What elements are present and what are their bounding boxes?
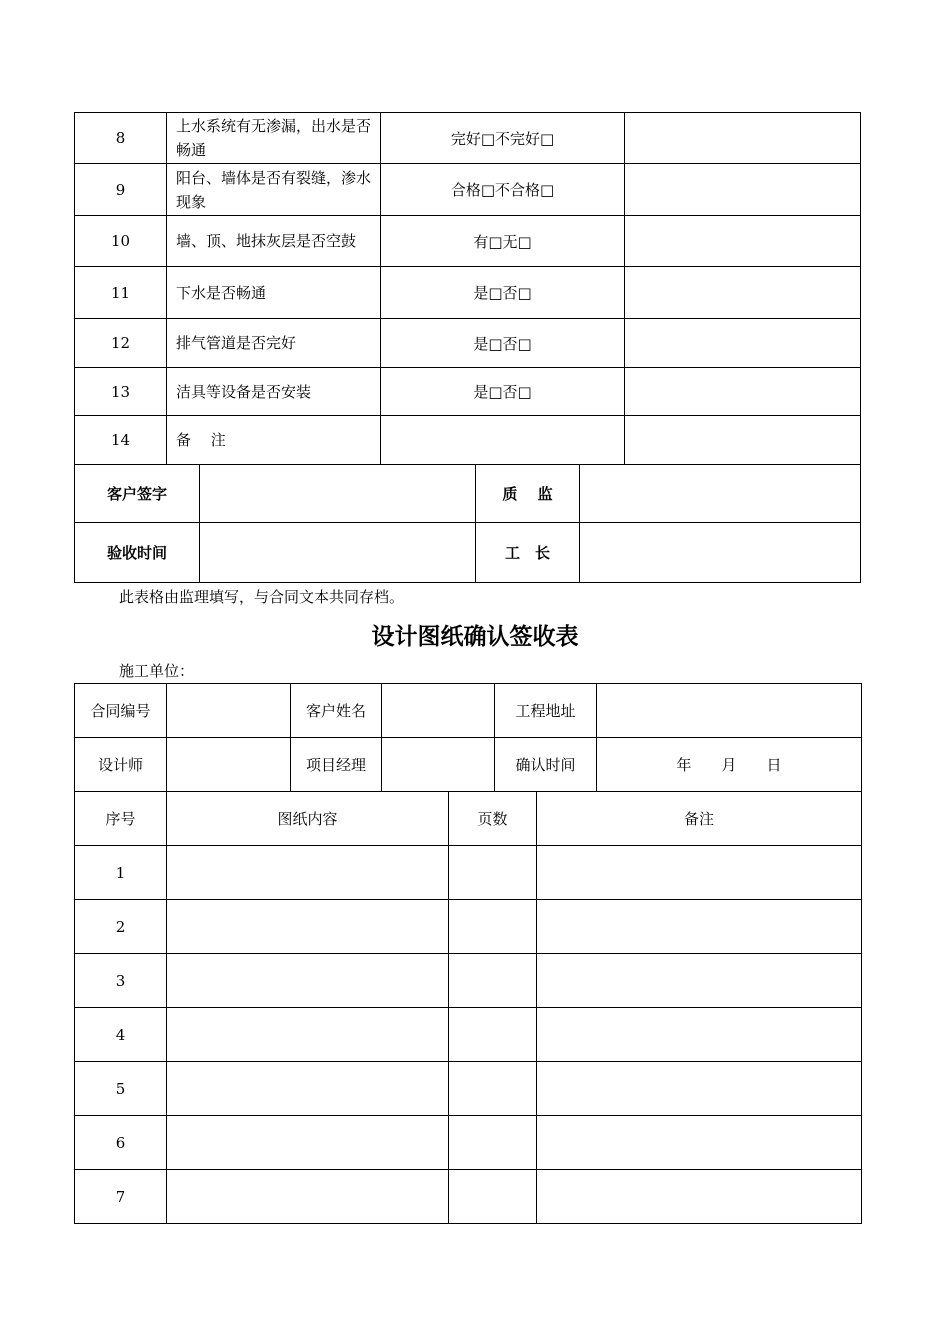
remarks-cell[interactable] [537,1170,862,1224]
foreman-field[interactable] [580,523,861,583]
footnote: 此表格由监理填写，与合同文本共同存档。 [119,588,405,606]
result-checkbox-group[interactable]: 完好□不完好□ [381,113,625,164]
row-number: 8 [75,113,167,164]
row-number: 10 [75,216,167,267]
row-number: 2 [75,900,167,954]
column-header-number: 序号 [75,792,167,846]
drawing-content-cell[interactable] [167,1170,449,1224]
row-number: 6 [75,1116,167,1170]
page-count-cell[interactable] [449,900,537,954]
contract-no-field[interactable] [167,684,291,738]
result-checkbox-group[interactable]: 是□否□ [381,319,625,368]
form-title: 设计图纸确认签收表 [371,624,579,650]
drawing-info-table [74,683,862,792]
drawing-content-cell[interactable] [167,1116,449,1170]
construction-unit-label: 施工单位： [119,662,195,680]
table-row [75,738,862,792]
page-count-cell[interactable] [449,1170,537,1224]
note-cell[interactable] [625,267,861,319]
column-header-remarks: 备注 [537,792,862,846]
table-row [75,846,862,900]
note-cell[interactable] [625,216,861,267]
row-number: 13 [75,368,167,416]
remarks-cell[interactable] [537,954,862,1008]
note-cell[interactable] [625,113,861,164]
page-count-cell[interactable] [449,1116,537,1170]
row-number: 14 [75,416,167,465]
drawing-content-cell[interactable] [167,1062,449,1116]
note-cell[interactable] [625,319,861,368]
row-number: 11 [75,267,167,319]
page-count-cell[interactable] [449,846,537,900]
table-row [75,1116,862,1170]
table-row [75,465,861,523]
table-row [75,900,862,954]
designer-field[interactable] [167,738,291,792]
project-manager-label: 项目经理 [291,738,382,792]
inspection-item: 墙、顶、地抹灰层是否空鼓 [167,216,381,267]
inspection-item: 阳台、墙体是否有裂缝，渗水现象 [167,164,381,216]
confirm-time-label: 确认时间 [495,738,597,792]
signoff-table [74,464,861,583]
drawing-content-cell[interactable] [167,1008,449,1062]
page-count-cell[interactable] [449,1062,537,1116]
contract-no-label: 合同编号 [75,684,167,738]
note-cell[interactable] [625,164,861,216]
column-header-pages: 页数 [449,792,537,846]
page-count-cell[interactable] [449,954,537,1008]
drawing-content-cell[interactable] [167,900,449,954]
result-checkbox-group[interactable]: 合格□不合格□ [381,164,625,216]
remarks-cell[interactable] [537,1062,862,1116]
inspection-item: 排气管道是否完好 [167,319,381,368]
column-header-content: 图纸内容 [167,792,449,846]
project-manager-field[interactable] [382,738,495,792]
acceptance-time-label: 验收时间 [75,523,200,583]
foreman-label: 工 长 [476,523,580,583]
row-number: 7 [75,1170,167,1224]
client-signature-label: 客户签字 [75,465,200,523]
remarks-cell[interactable] [537,1008,862,1062]
table-row [75,1170,862,1224]
project-address-label: 工程地址 [495,684,597,738]
row-number: 3 [75,954,167,1008]
table-header-row [75,792,862,846]
inspection-item: 洁具等设备是否安装 [167,368,381,416]
remarks-cell[interactable] [537,846,862,900]
note-cell[interactable] [625,416,861,465]
remarks-cell[interactable] [537,900,862,954]
acceptance-time-field[interactable] [200,523,476,583]
row-number: 1 [75,846,167,900]
table-row [75,1008,862,1062]
remarks-label: 备 注 [167,416,381,465]
inspection-item: 下水是否畅通 [167,267,381,319]
table-row [75,368,861,416]
remarks-cell[interactable] [381,416,625,465]
table-row [75,164,861,216]
client-name-label: 客户姓名 [291,684,382,738]
row-number: 4 [75,1008,167,1062]
table-row [75,319,861,368]
quality-supervisor-label: 质 监 [476,465,580,523]
table-row [75,684,862,738]
table-row [75,1062,862,1116]
result-checkbox-group[interactable]: 是□否□ [381,368,625,416]
row-number: 9 [75,164,167,216]
client-name-field[interactable] [382,684,495,738]
drawing-content-cell[interactable] [167,846,449,900]
result-checkbox-group[interactable]: 是□否□ [381,267,625,319]
inspection-table [74,112,861,465]
remarks-cell[interactable] [537,1116,862,1170]
result-checkbox-group[interactable]: 有□无□ [381,216,625,267]
drawing-list-table [74,791,862,1224]
designer-label: 设计师 [75,738,167,792]
table-row [75,416,861,465]
table-row [75,523,861,583]
inspection-item: 上水系统有无渗漏，出水是否畅通 [167,113,381,164]
row-number: 5 [75,1062,167,1116]
page-count-cell[interactable] [449,1008,537,1062]
table-row [75,113,861,164]
quality-supervisor-field[interactable] [580,465,861,523]
note-cell[interactable] [625,368,861,416]
table-row [75,954,862,1008]
table-row [75,216,861,267]
table-row [75,267,861,319]
confirm-date-field[interactable]: 年 月 日 [597,738,862,792]
project-address-field[interactable] [597,684,862,738]
client-signature-field[interactable] [200,465,476,523]
drawing-content-cell[interactable] [167,954,449,1008]
row-number: 12 [75,319,167,368]
